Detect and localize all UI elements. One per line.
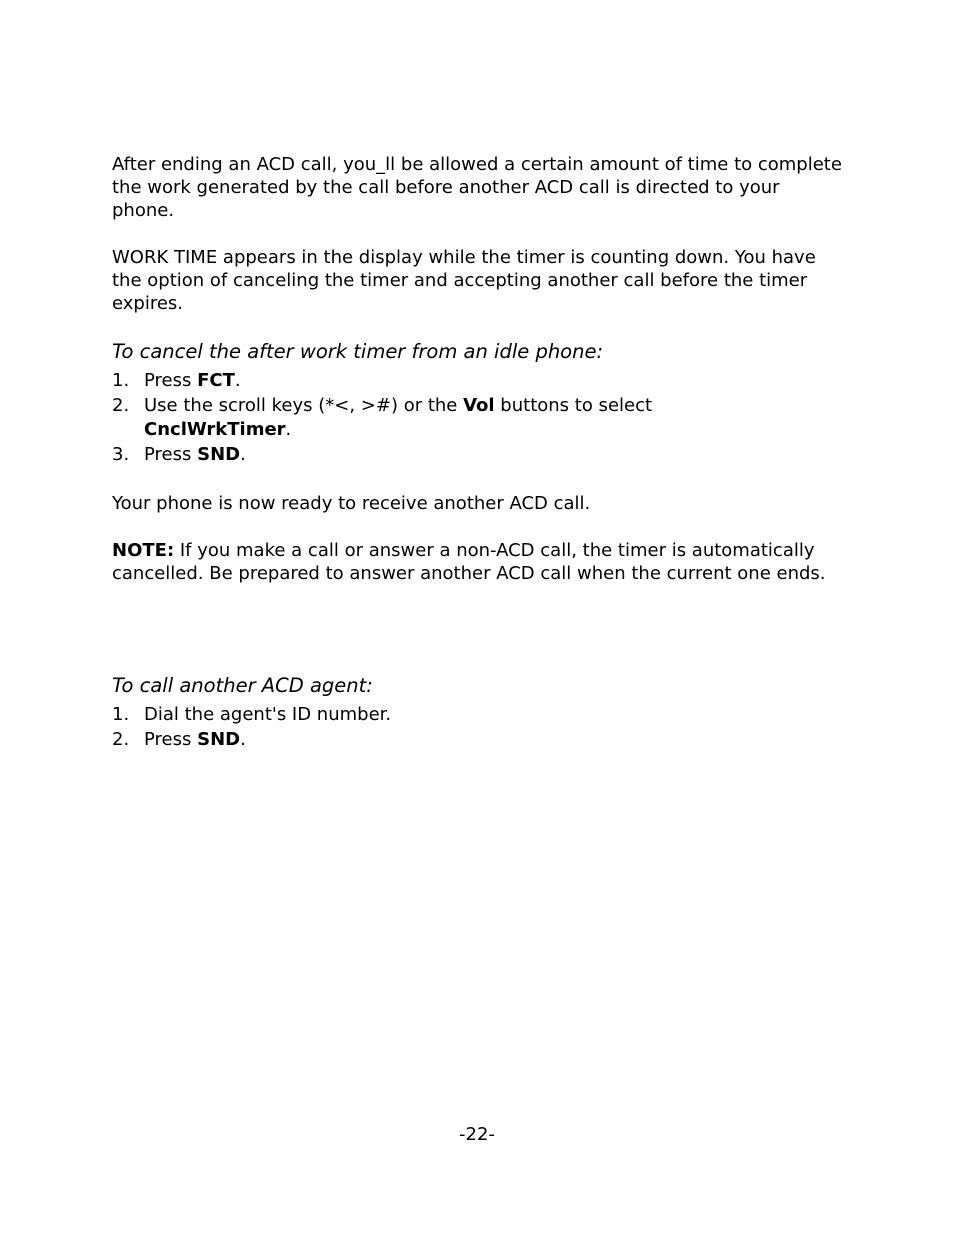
step-number: 1. xyxy=(112,370,130,391)
note-text: If you make a call or answer a non-ACD call, the timer is automatically cancelled. Be prepared to answer another ACD call when the current one ends. xyxy=(112,540,826,584)
cancel-timer-steps xyxy=(112,369,842,468)
list-item xyxy=(112,728,842,752)
step-text: Press xyxy=(144,444,198,465)
menu-option-label: CnclWrkTimer xyxy=(144,419,286,440)
step-text-end: . xyxy=(285,419,292,440)
call-agent-steps xyxy=(112,703,842,753)
step-text-end: . xyxy=(240,729,246,750)
step-text: Press xyxy=(144,729,198,750)
step-text: Use the scroll keys (*<, >#) or the xyxy=(144,395,464,416)
step-number: 1. xyxy=(112,704,130,725)
intro-paragraph-2: WORK TIME appears in the display while the timer is counting down. You have the option of canceling the timer and accepting another call before the timer expires. xyxy=(112,247,816,314)
list-item xyxy=(112,394,842,442)
key-label: FCT xyxy=(197,370,235,391)
note-label: NOTE: xyxy=(112,540,175,561)
call-agent-heading: To call another ACD agent: xyxy=(112,674,373,697)
list-item xyxy=(112,703,842,727)
key-label: SND xyxy=(197,729,241,750)
result-paragraph: Your phone is now ready to receive another ACD call. xyxy=(112,493,591,514)
step-text-end: . xyxy=(240,444,246,465)
step-number: 2. xyxy=(112,395,130,416)
page-number: -22- xyxy=(459,1124,495,1145)
list-item xyxy=(112,369,842,393)
step-number: 2. xyxy=(112,729,130,750)
cancel-timer-heading: To cancel the after work timer from an idle phone: xyxy=(112,340,604,363)
step-text-end: . xyxy=(234,370,241,391)
intro-paragraph-1: After ending an ACD call, you_ll be allowed a certain amount of time to complete the work generated by the call before another ACD call is directed to your phone. xyxy=(112,154,842,221)
key-label: Vol xyxy=(463,395,495,416)
note-paragraph xyxy=(112,539,842,585)
key-label: SND xyxy=(197,444,241,465)
step-number: 3. xyxy=(112,444,130,465)
step-text: Press xyxy=(144,370,198,391)
list-item xyxy=(112,443,842,467)
step-text-mid: buttons to select xyxy=(494,395,653,416)
step-text: Dial the agent's ID number. xyxy=(144,704,392,725)
